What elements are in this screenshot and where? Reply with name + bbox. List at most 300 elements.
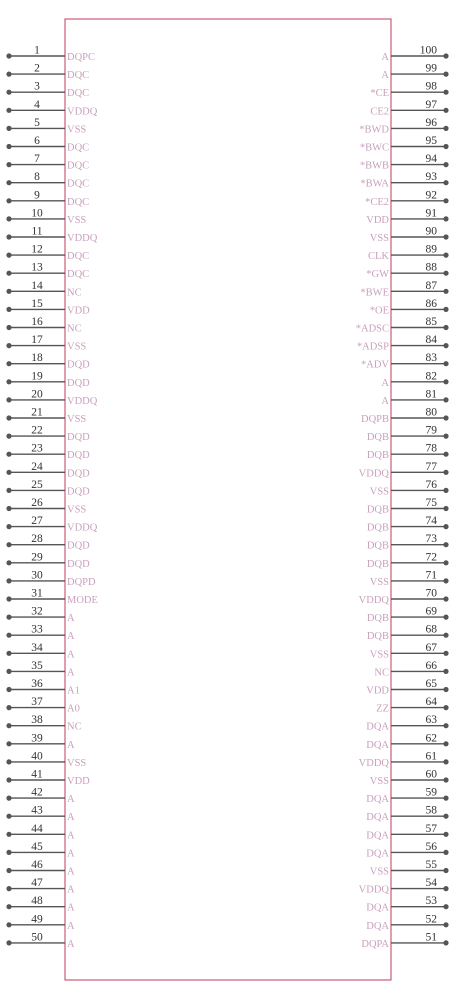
pin-name: A <box>67 631 75 643</box>
pin-number: 36 <box>31 678 43 690</box>
pin-number: 43 <box>31 804 43 817</box>
pin-end-dot <box>6 596 11 601</box>
pin-name: VSS <box>67 414 87 425</box>
pin-number: 2 <box>34 62 40 75</box>
pin-name: VSS <box>369 486 389 498</box>
pin-name: A <box>67 884 75 896</box>
pin-name: VSS <box>67 757 87 769</box>
pin-number: 9 <box>34 189 40 202</box>
pin-number: 90 <box>425 225 437 238</box>
pin-name: DQA <box>366 902 389 914</box>
pin-name: A <box>67 649 75 661</box>
pin-name: DQC <box>67 251 90 263</box>
pin-name: DQD <box>67 450 90 462</box>
pin-number: 82 <box>425 370 437 383</box>
pin-number: 54 <box>425 877 437 890</box>
pin-name: DQD <box>67 540 90 552</box>
pin-end-dot <box>6 434 11 439</box>
pin-end-dot <box>443 271 448 276</box>
pin-number: 84 <box>425 334 437 347</box>
pin-end-dot <box>6 253 11 258</box>
pin-number: 80 <box>425 406 437 419</box>
pin-number: 5 <box>34 116 40 129</box>
pin-end-dot <box>443 796 448 801</box>
pin-number: 6 <box>34 135 40 147</box>
pin-name: A <box>67 866 75 878</box>
pin-name: NC <box>67 323 82 335</box>
pin-end-dot <box>6 234 11 239</box>
pin-end-dot <box>443 669 448 674</box>
pin-end-dot <box>6 850 11 855</box>
pin-name: VSS <box>67 214 87 226</box>
pin-end-dot <box>443 289 448 294</box>
pin-number: 88 <box>425 261 437 274</box>
pin-end-dot <box>6 325 11 330</box>
pin-name: DQB <box>366 540 389 552</box>
pin-name: VDD <box>67 776 90 787</box>
pin-end-dot <box>6 651 11 656</box>
pin-end-dot <box>6 343 11 348</box>
pin-number: 48 <box>31 895 43 908</box>
pin-name: A <box>381 70 389 82</box>
pin-end-dot <box>443 832 448 837</box>
pin-number: 20 <box>31 388 43 401</box>
pin-number: 81 <box>425 388 437 401</box>
pin-name: A <box>67 902 75 914</box>
pin-end-dot <box>6 506 11 511</box>
pin-number: 1 <box>34 44 40 57</box>
pin-name: *BWC <box>359 142 389 154</box>
pin-name: DQD <box>67 432 90 444</box>
pin-name: *BWA <box>360 178 389 190</box>
pin-name: DQD <box>67 558 90 570</box>
pin-end-dot <box>443 741 448 746</box>
pin-number: 83 <box>425 352 437 365</box>
pin-end-dot <box>443 777 448 782</box>
pin-number: 12 <box>31 243 43 256</box>
pin-end-dot <box>443 108 448 113</box>
pin-end-dot <box>443 180 448 185</box>
pin-name: A0 <box>67 703 80 715</box>
pin-name: A <box>67 830 75 842</box>
pin-name: VDDQ <box>358 595 389 606</box>
pin-name: VDDQ <box>358 884 389 896</box>
pin-end-dot <box>443 904 448 909</box>
pin-name: VDDQ <box>67 106 98 118</box>
pin-number: 57 <box>425 822 437 835</box>
pin-end-dot <box>443 72 448 77</box>
pin-name: A <box>67 920 75 932</box>
pin-end-dot <box>6 415 11 420</box>
pin-end-dot <box>443 524 448 529</box>
pin-name: A1 <box>67 685 80 697</box>
pin-end-dot <box>6 759 11 764</box>
pin-end-dot <box>443 90 448 95</box>
pin-number: 30 <box>31 569 43 582</box>
pin-end-dot <box>6 72 11 77</box>
pin-end-dot <box>443 542 448 547</box>
pin-number: 15 <box>31 297 43 310</box>
pin-name: DQC <box>67 88 90 100</box>
pin-end-dot <box>443 922 448 927</box>
pin-end-dot <box>443 307 448 312</box>
pin-number: 56 <box>425 840 437 853</box>
pin-number: 47 <box>31 877 43 890</box>
pin-end-dot <box>6 216 11 221</box>
pin-name: DQC <box>67 160 90 172</box>
pin-number: 55 <box>425 859 437 871</box>
pin-number: 18 <box>31 352 43 365</box>
pin-name: DQD <box>67 377 90 389</box>
pin-name: VDDQ <box>358 757 389 769</box>
pin-number: 75 <box>425 497 437 509</box>
pin-end-dot <box>443 126 448 131</box>
pin-number: 63 <box>425 714 437 727</box>
pin-number: 31 <box>31 587 43 600</box>
pin-end-dot <box>6 271 11 276</box>
pin-end-dot <box>443 868 448 873</box>
pin-end-dot <box>443 470 448 475</box>
pin-name: DQD <box>67 468 90 480</box>
pin-number: 66 <box>425 659 437 672</box>
pin-name: DQPD <box>67 576 96 588</box>
pin-name: DQC <box>67 70 90 82</box>
pin-end-dot <box>6 452 11 457</box>
pin-name: VDDQ <box>67 395 98 407</box>
pin-name: VDDQ <box>67 233 98 244</box>
pin-name: *OE <box>369 305 389 317</box>
pin-number: 70 <box>425 587 437 600</box>
pin-name: NC <box>374 667 389 679</box>
pin-name: *GW <box>366 269 389 281</box>
pin-name: ZZ <box>376 703 389 715</box>
pin-name: DQD <box>67 486 90 498</box>
ic-body-outline <box>65 19 391 980</box>
pin-name: CE2 <box>370 106 389 118</box>
pin-number: 79 <box>425 424 437 437</box>
pin-end-dot <box>6 180 11 185</box>
pin-end-dot <box>443 253 448 258</box>
pin-number: 39 <box>31 732 43 745</box>
pin-end-dot <box>6 126 11 131</box>
pin-end-dot <box>443 397 448 402</box>
pin-number: 41 <box>31 768 43 781</box>
pin-number: 96 <box>425 116 437 129</box>
pin-end-dot <box>443 325 448 330</box>
pin-number: 16 <box>31 316 43 328</box>
pin-end-dot <box>6 723 11 728</box>
pin-name: DQPA <box>361 938 389 950</box>
pin-number: 87 <box>425 279 437 292</box>
pin-end-dot <box>6 198 11 203</box>
pin-number: 93 <box>425 171 437 184</box>
pin-number: 44 <box>31 822 43 835</box>
pin-end-dot <box>6 687 11 692</box>
pin-number: 68 <box>425 623 437 636</box>
pin-end-dot <box>443 415 448 420</box>
pin-number: 61 <box>425 750 437 763</box>
pin-number: 51 <box>425 931 437 944</box>
pin-number: 95 <box>425 135 437 147</box>
pin-name: DQC <box>67 196 90 208</box>
pin-number: 69 <box>425 605 437 618</box>
pin-number: 8 <box>34 171 40 184</box>
right-pin-group <box>356 45 449 950</box>
pin-end-dot <box>443 452 448 457</box>
pin-end-dot <box>6 832 11 837</box>
pin-end-dot <box>6 705 11 710</box>
pin-number: 38 <box>31 714 43 727</box>
pin-name: VDDQ <box>358 468 389 480</box>
pin-number: 72 <box>425 551 437 564</box>
pin-name: VSS <box>67 341 87 353</box>
pin-number: 67 <box>425 641 437 654</box>
pin-number: 32 <box>31 605 43 618</box>
pin-end-dot <box>443 940 448 945</box>
pin-name: DQB <box>366 558 389 570</box>
pin-number: 35 <box>31 659 43 672</box>
pin-name: DQA <box>366 830 389 842</box>
pin-name: DQC <box>67 142 90 154</box>
pin-number: 77 <box>425 460 437 473</box>
pin-name: DQA <box>366 848 389 860</box>
pin-number: 11 <box>31 225 43 238</box>
pin-number: 65 <box>425 678 437 690</box>
pin-end-dot <box>443 343 448 348</box>
pin-end-dot <box>6 524 11 529</box>
pin-name: *CE <box>370 88 389 100</box>
pin-number: 4 <box>34 98 40 111</box>
pin-number: 64 <box>425 696 437 709</box>
pin-end-dot <box>6 669 11 674</box>
pin-end-dot <box>443 705 448 710</box>
pin-name: A <box>381 395 389 407</box>
pin-end-dot <box>6 470 11 475</box>
pin-end-dot <box>443 886 448 891</box>
pin-name: DQB <box>366 432 389 444</box>
pin-end-dot <box>6 144 11 149</box>
pin-name: DQB <box>366 522 389 534</box>
pin-name: VDD <box>67 305 90 317</box>
pin-number: 42 <box>31 786 43 799</box>
pin-end-dot <box>443 198 448 203</box>
pin-number: 24 <box>31 460 43 473</box>
pin-name: DQB <box>366 613 389 625</box>
pin-end-dot <box>443 850 448 855</box>
pin-number: 37 <box>31 696 43 709</box>
pin-name: DQB <box>366 504 389 516</box>
pin-end-dot <box>443 488 448 493</box>
pin-end-dot <box>6 289 11 294</box>
pin-number: 100 <box>419 44 437 57</box>
pin-number: 28 <box>31 533 43 546</box>
pin-name: DQC <box>67 269 90 281</box>
pin-end-dot <box>443 723 448 728</box>
pin-end-dot <box>443 633 448 638</box>
pin-number: 34 <box>31 641 43 654</box>
pin-number: 60 <box>425 768 437 781</box>
pin-name: *BWB <box>359 160 389 172</box>
pin-number: 62 <box>425 732 437 745</box>
pin-number: 97 <box>425 98 437 111</box>
pin-name: CLK <box>368 251 389 263</box>
pin-number: 45 <box>31 840 43 853</box>
pin-name: *CE2 <box>365 196 389 208</box>
pin-number: 52 <box>425 913 437 926</box>
pin-end-dot <box>6 868 11 873</box>
pin-name: VSS <box>67 504 87 516</box>
pin-name: A <box>381 52 389 63</box>
pin-end-dot <box>6 108 11 113</box>
pin-number: 14 <box>31 279 43 292</box>
pin-name: *ADV <box>361 359 389 371</box>
pin-end-dot <box>6 615 11 620</box>
pin-number: 91 <box>425 207 437 220</box>
pin-number: 23 <box>31 442 43 455</box>
pin-end-dot <box>6 560 11 565</box>
pin-end-dot <box>443 596 448 601</box>
pin-end-dot <box>6 777 11 782</box>
pin-name: VSS <box>67 124 87 136</box>
pin-name: NC <box>67 721 82 733</box>
pin-name: A <box>381 377 389 389</box>
pin-number: 17 <box>31 334 43 347</box>
pin-number: 33 <box>31 623 43 636</box>
pin-name: DQB <box>366 450 389 462</box>
pin-end-dot <box>443 651 448 656</box>
pin-end-dot <box>443 379 448 384</box>
pin-end-dot <box>6 307 11 312</box>
pin-name: A <box>67 739 75 751</box>
pin-number: 40 <box>31 750 43 763</box>
pin-name: *ADSP <box>356 341 389 353</box>
pin-name: VSS <box>369 576 389 588</box>
pin-end-dot <box>6 53 11 58</box>
pin-end-dot <box>6 904 11 909</box>
pin-number: 53 <box>425 895 437 908</box>
pin-name: *ADSC <box>355 323 389 335</box>
pin-name: VSS <box>369 866 389 878</box>
pin-number: 3 <box>34 80 40 93</box>
pin-end-dot <box>443 361 448 366</box>
pin-end-dot <box>6 488 11 493</box>
pin-number: 71 <box>425 569 437 582</box>
pin-number: 74 <box>425 515 437 528</box>
pin-end-dot <box>443 144 448 149</box>
pin-number: 85 <box>425 316 437 328</box>
pin-name: VDD <box>366 214 389 226</box>
pin-end-dot <box>443 560 448 565</box>
pin-number: 22 <box>31 424 43 437</box>
pin-number: 46 <box>31 859 43 871</box>
pin-number: 7 <box>34 153 40 166</box>
pin-number: 86 <box>425 297 437 310</box>
pin-end-dot <box>443 234 448 239</box>
pin-name: A <box>67 812 75 824</box>
pin-end-dot <box>6 379 11 384</box>
pin-name: VSS <box>369 233 389 244</box>
pin-end-dot <box>6 578 11 583</box>
pin-name: A <box>67 667 75 679</box>
pin-end-dot <box>443 759 448 764</box>
pin-number: 58 <box>425 804 437 817</box>
pin-name: VDDQ <box>67 522 98 534</box>
pin-end-dot <box>443 615 448 620</box>
pin-end-dot <box>6 397 11 402</box>
pin-name: A <box>67 613 75 625</box>
pin-number: 76 <box>425 478 437 491</box>
pin-end-dot <box>6 162 11 167</box>
pin-number: 92 <box>425 189 437 202</box>
pin-number: 89 <box>425 243 437 256</box>
pin-number: 13 <box>31 261 43 274</box>
pin-end-dot <box>443 53 448 58</box>
pin-number: 19 <box>31 370 43 383</box>
pin-name: DQC <box>67 178 90 190</box>
pin-name: VSS <box>369 649 389 661</box>
pin-name: DQA <box>366 794 389 806</box>
pin-end-dot <box>6 90 11 95</box>
pin-name: DQA <box>366 812 389 824</box>
pin-name: DQA <box>366 920 389 932</box>
pin-end-dot <box>6 741 11 746</box>
pin-end-dot <box>6 814 11 819</box>
pin-number: 73 <box>425 533 437 546</box>
pin-name: DQPC <box>67 52 96 63</box>
pin-number: 50 <box>31 931 43 944</box>
pin-end-dot <box>443 216 448 221</box>
pin-name: VDD <box>366 685 389 697</box>
pin-end-dot <box>443 506 448 511</box>
pin-number: 27 <box>31 515 43 528</box>
pin-number: 10 <box>31 207 43 220</box>
pin-number: 94 <box>425 153 437 166</box>
pin-number: 59 <box>425 786 437 799</box>
pin-number: 78 <box>425 442 437 455</box>
pin-number: 98 <box>425 80 437 93</box>
pin-end-dot <box>6 633 11 638</box>
pin-name: DQA <box>366 739 389 751</box>
pin-name: A <box>67 848 75 860</box>
pin-number: 26 <box>31 497 43 509</box>
pin-end-dot <box>443 578 448 583</box>
pin-name: NC <box>67 287 82 299</box>
pin-name: A <box>67 794 75 806</box>
pin-end-dot <box>443 434 448 439</box>
pin-name: *BWD <box>359 124 389 136</box>
pin-name: *BWE <box>360 287 389 299</box>
pin-end-dot <box>6 940 11 945</box>
pin-end-dot <box>6 796 11 801</box>
pin-name: MODE <box>67 595 98 606</box>
pin-name: DQA <box>366 721 389 733</box>
pin-name: DQD <box>67 359 90 371</box>
pin-number: 49 <box>31 913 43 926</box>
pin-end-dot <box>443 814 448 819</box>
pin-end-dot <box>6 361 11 366</box>
pin-name: A <box>67 938 75 950</box>
pin-end-dot <box>6 922 11 927</box>
pin-number: 29 <box>31 551 43 564</box>
pin-number: 99 <box>425 62 437 75</box>
pin-end-dot <box>443 162 448 167</box>
pin-end-dot <box>6 886 11 891</box>
pin-name: DQB <box>366 631 389 643</box>
pin-end-dot <box>6 542 11 547</box>
pin-end-dot <box>443 687 448 692</box>
pin-number: 25 <box>31 478 43 491</box>
pin-number: 21 <box>31 406 43 419</box>
